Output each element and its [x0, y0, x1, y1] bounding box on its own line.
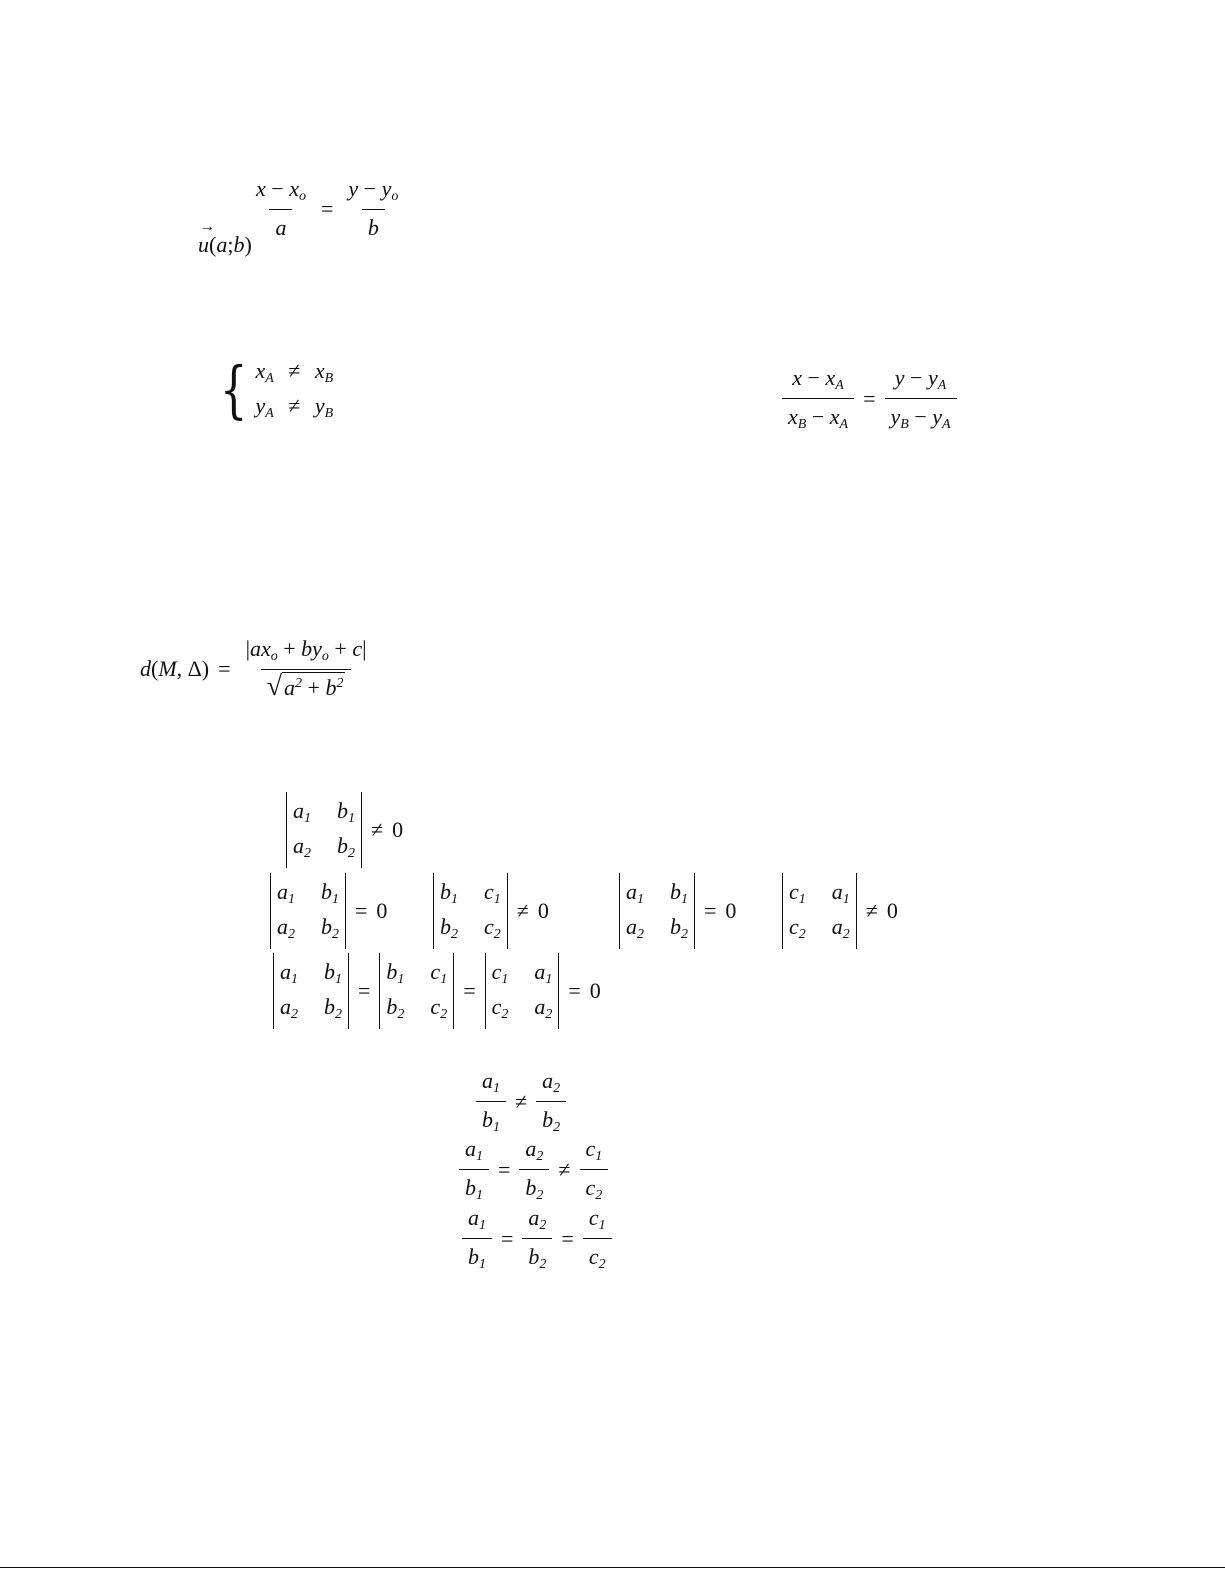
determinant-nonzero: $a_1$ $b_1$ $a_2$ $b_2$ ≠ 0	[286, 792, 403, 868]
line-direction-equation: $\frac{x - x_o}{a}$ = $\frac{y - y_o}{b}$	[256, 176, 399, 240]
condition-system: { $x_A \ne x_B$ $y_A \ne y_B$	[219, 353, 334, 426]
distance-formula: d(M, Δ) = $|ax_o + by_o + c|$ √ $a^2 + b^2$	[140, 636, 367, 702]
determinant-parallel-1: $a_1$ $b_1$ $a_2$ $b_2$ = 0	[270, 873, 387, 949]
determinant-parallel-2: $b_1$ $c_1$ $b_2$ $c_2$ ≠ 0	[433, 873, 549, 949]
ratio-parallel: $\frac{a_1}{b_1}$ = $\frac{a_2}{b_2}$ ≠ $\frac{c_1}{c_2}$	[459, 1136, 608, 1204]
determinant-parallel-4: $c_1$ $a_1$ $c_2$ $a_2$ ≠ 0	[782, 873, 898, 949]
determinant-coincident: $a_1$ $b_1$ $a_2$ $b_2$ = $b_1$ $c_1$ $b_2$ $c_2$ = $c_1$ $a_1$ $c_2$ $a_2$ = 0	[273, 953, 601, 1029]
determinant-parallel-3: $a_1$ $b_1$ $a_2$ $b_2$ = 0	[619, 873, 736, 949]
line-two-points-equation: $\frac{x - x_A}{x_B - x_A}$ = $\frac{y - y_A}{y_B - y_A}$	[782, 365, 957, 433]
ratio-coincident: $\frac{a_1}{b_1}$ = $\frac{a_2}{b_2}$ = $\frac{c_1}{c_2}$	[462, 1205, 612, 1273]
ratio-intersect: $\frac{a_1}{b_1}$ ≠ $\frac{a_2}{b_2}$	[476, 1068, 566, 1136]
page-bottom-rule	[0, 1567, 1225, 1568]
direction-vector: u → ( a ; b )	[198, 218, 252, 257]
